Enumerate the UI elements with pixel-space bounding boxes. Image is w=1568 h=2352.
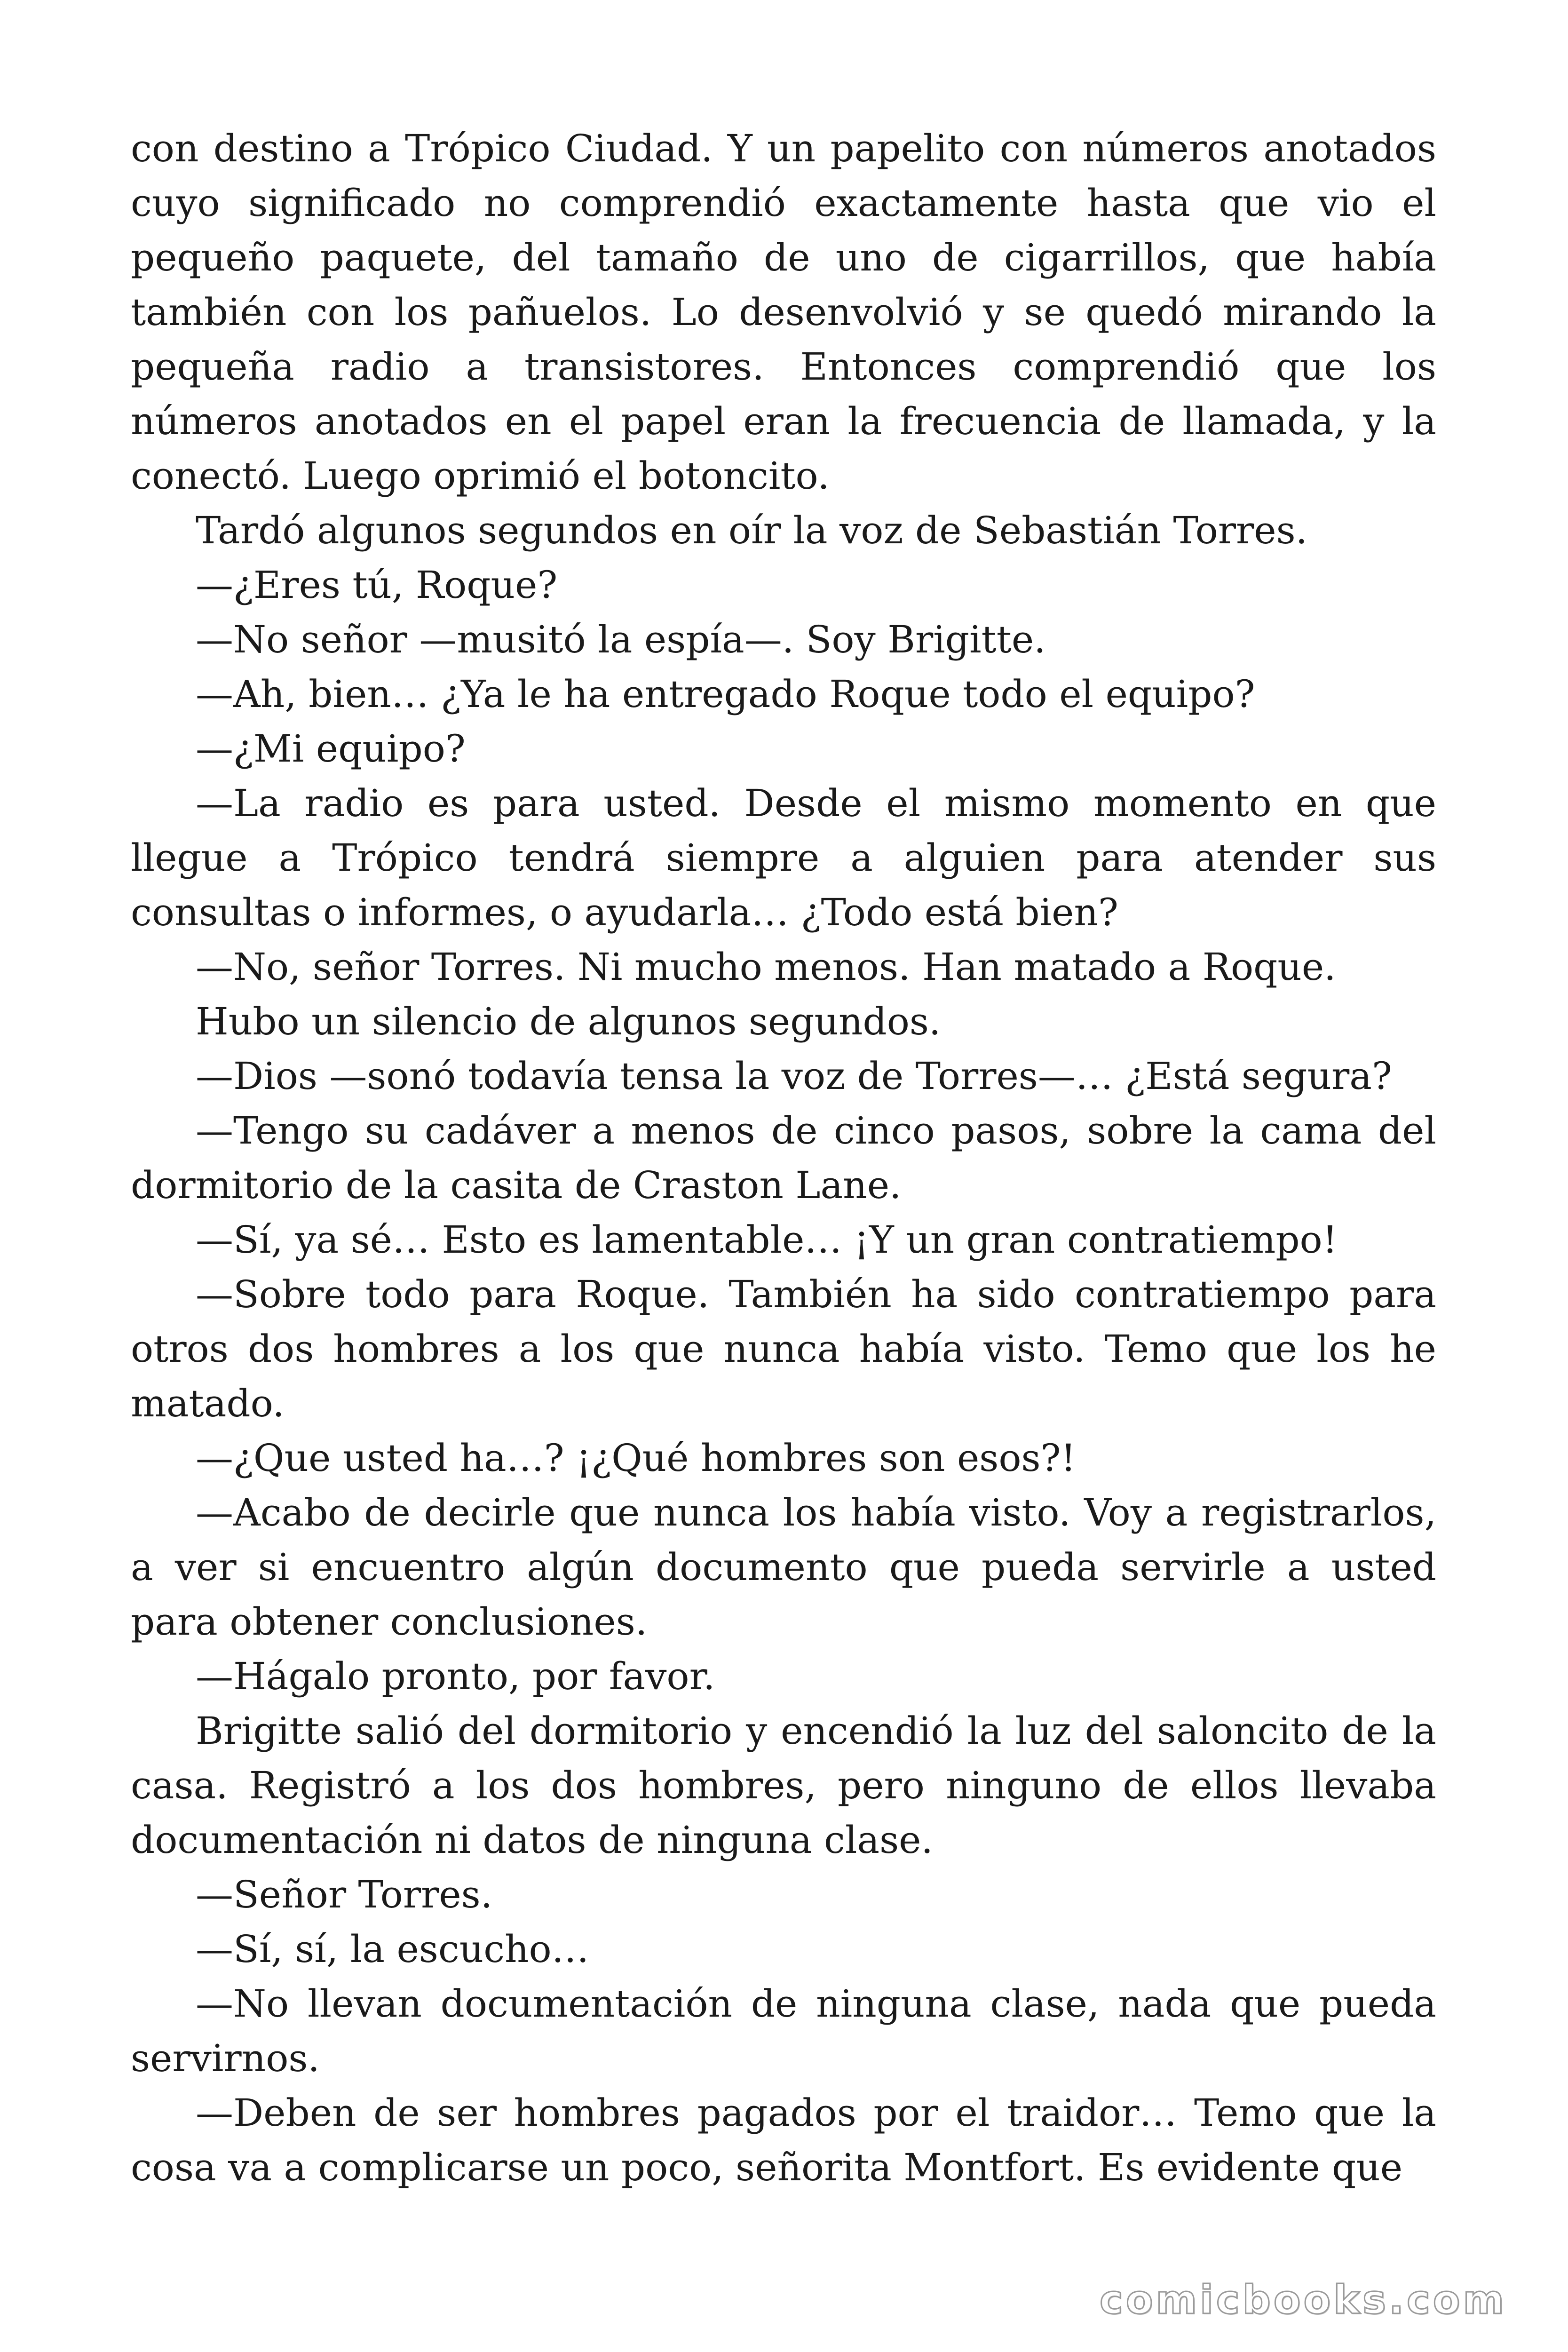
paragraph: —Acabo de decirle que nunca los había visto. Voy a registrarlos, a ver si encuentro algún documento que pueda servirle a usted para obtener conclusiones. [131, 1491, 1436, 1644]
paragraph: —Deben de ser hombres pagados por el traidor… Temo que la cosa va a complicarse un poco, señorita Montfort. Es evidente que [131, 2091, 1436, 2189]
paragraph: —Sobre todo para Roque. También ha sido contratiempo para otros dos hombres a los que nunca había visto. Temo que los he matado. [131, 1272, 1436, 1425]
paragraph: —Tengo su cadáver a menos de cinco pasos, sobre la cama del dormitorio de la casita de Craston Lane. [131, 1109, 1436, 1207]
paragraph: —Dios —sonó todavía tensa la voz de Torres—… ¿Está segura? [196, 1054, 1392, 1098]
paragraph: —Sí, ya sé… Esto es lamentable… ¡Y un gran contratiempo! [196, 1218, 1338, 1262]
paragraph: Brigitte salió del dormitorio y encendió la luz del saloncito de la casa. Registró a los dos hombres, pero ninguno de ellos llevaba documentación ni datos de ninguna clase. [131, 1709, 1436, 1862]
paragraph: —Hágalo pronto, por favor. [196, 1654, 715, 1698]
paragraph: —Sí, sí, la escucho… [196, 1927, 589, 1971]
paragraph: Hubo un silencio de algunos segundos. [196, 1000, 941, 1043]
paragraph: —¿Eres tú, Roque? [196, 563, 558, 607]
paragraph: —¿Mi equipo? [196, 727, 466, 771]
paragraph: con destino a Trópico Ciudad. Y un papelito con números anotados cuyo significado no comprendió exactamente hasta que vio el pequeño paquete, del tamaño de uno de cigarrillos, que había también con los pañuelos. Lo desenvolvió y se quedó mirando la pequeña radio a transistores. Entonces comprendió que los números anotados en el papel eran la frecuencia de llamada, y la conectó. Luego oprimió el botoncito. [131, 127, 1436, 498]
paragraph: —La radio es para usted. Desde el mismo momento en que llegue a Trópico tendrá siempre a alguien para atender sus consultas o informes, o ayudarla… ¿Todo está bien? [131, 781, 1436, 934]
paragraph: —Ah, bien… ¿Ya le ha entregado Roque todo el equipo? [196, 672, 1255, 716]
paragraph: —Señor Torres. [196, 1873, 493, 1916]
site-watermark: comicbooks.com [1100, 2277, 1507, 2323]
body-text [131, 121, 1436, 2195]
paragraph: Tardó algunos segundos en oír la voz de Sebastián Torres. [196, 509, 1308, 552]
paragraph: —No, señor Torres. Ni mucho menos. Han matado a Roque. [196, 945, 1336, 989]
paragraph: —No llevan documentación de ninguna clase, nada que pueda servirnos. [131, 1982, 1436, 2080]
paragraph: —No señor —musitó la espía—. Soy Brigitte. [196, 618, 1046, 661]
paragraph: —¿Que usted ha…? ¡¿Qué hombres son esos?! [196, 1436, 1076, 1480]
